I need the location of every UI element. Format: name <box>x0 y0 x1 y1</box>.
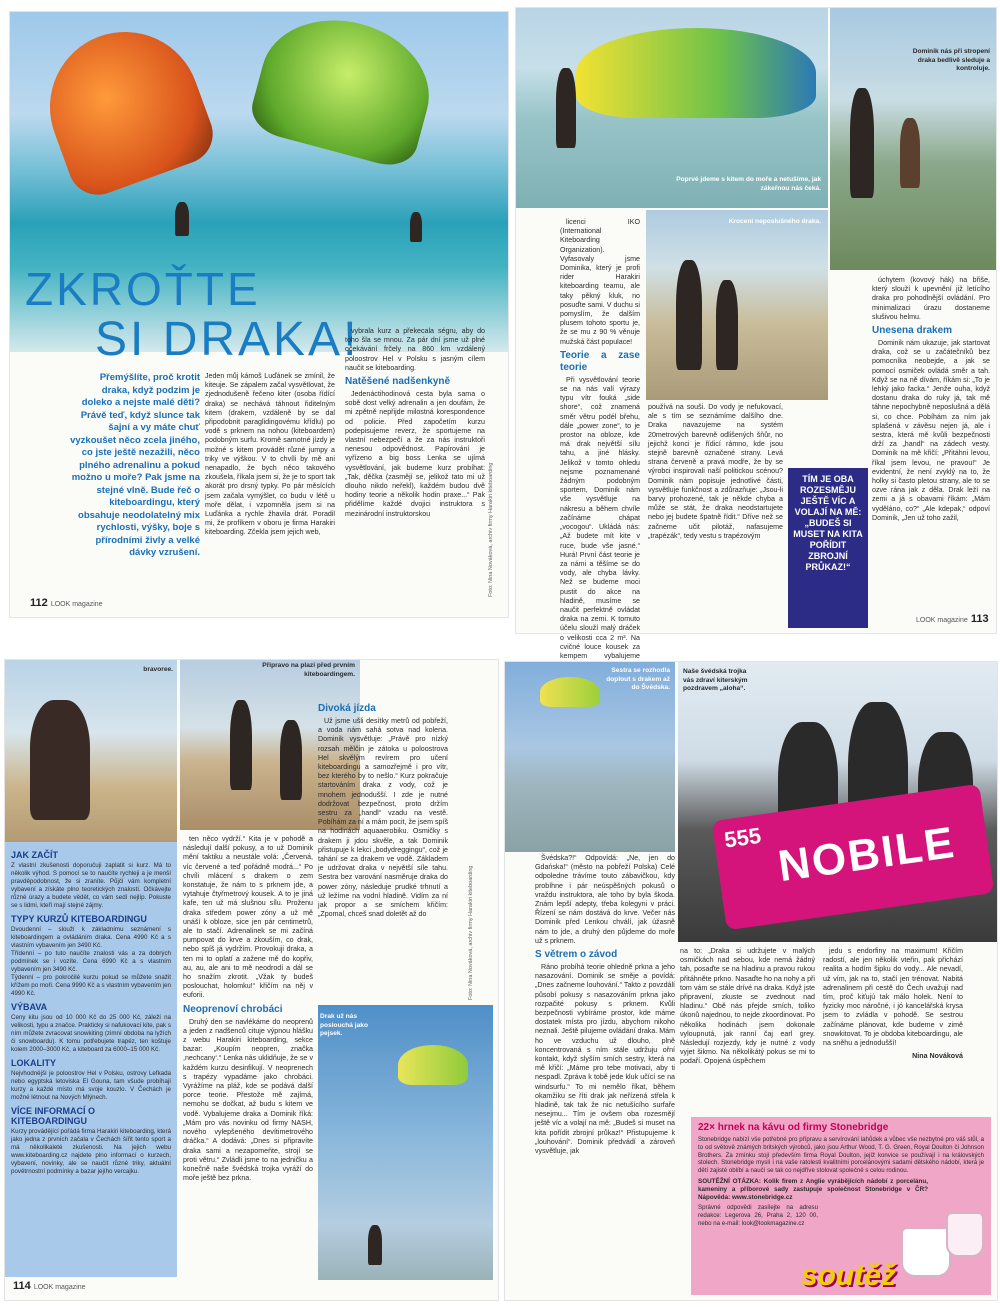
promo-box <box>691 1117 991 1295</box>
kiter-figure <box>410 212 422 242</box>
green-kite <box>540 677 600 707</box>
body-column-3 <box>560 218 640 660</box>
green-kite <box>246 2 444 172</box>
kiter-figure <box>556 68 576 148</box>
sidebar-text: Ceny kitu jsou od 10 000 Kč do 25 000 Kč, záleží na velikosti, typu a značce. Prakticky si nafukovací kite, pak s ním můžete zvracovat snowkiting (zimní obdoba na lyžích či snowboardu). K tomu potřebujete trapéz, ten koštuje kolem 2000–3000 Kč, a kiteboard za 6000–15 000 Kč. <box>11 1014 171 1053</box>
photo-dominik-pump <box>830 8 996 270</box>
photo-sea-kiter <box>505 662 675 852</box>
photo-woman-kiter <box>5 660 177 842</box>
page-112 <box>10 12 508 617</box>
body-column-D: na to: „Draka si udržujete v malých osmičkách nad sebou, kde nemá žádný tah, posaďte se na hladinu a pravou rukou přitáhněte prkno. Nasaďte ho na nohy a při tom vám se stále drívé na draka. Když jste připravení, zkuste se zvednout nad hladinu.“ Obě nás přejde smích, toliko úkonů najednou, to nejde zkoordinovat. Po několika hodinách jsem dokonale vyloupnutá, jak ranní čaj earl grey. Následují rozjezdy, kdy je nutné z vody vyjet šikmo. Na několikátý pokus se mi to podaří. Opojená úspěchem <box>680 947 815 1066</box>
kiter-figure <box>175 202 189 236</box>
photo-credit: Foto: Nina Nováková, archiv firmy Harakiri kiteboarding <box>468 865 474 1000</box>
sidebar-heading: LOKALITY <box>11 1058 56 1068</box>
kiter-figure <box>230 700 252 790</box>
sidebar-text: Nejvhodnější je poloostrov Hel v Polsku, ostrovy Lefkada nebo egyptská letoviska El Gouna, tam všude probíhají kurzy a každé místo má svoje kouzlo. V Čechách je možné létnout na Nových Mlýnech. <box>11 1070 171 1101</box>
promo-answer: Správné odpovědi zasílejte na adresu redakce: Legerova 26, Praha 2, 120 00, nebo na e-mail: look@lookmagazine.cz <box>698 1203 818 1227</box>
photo-group-board <box>678 662 997 942</box>
headline-line2: SI DRAKA! <box>95 313 360 366</box>
subheading-unesena: Unesena drakem <box>872 325 953 337</box>
orange-kite <box>29 11 221 203</box>
sidebar-heading: VÝBAVA <box>11 1002 48 1012</box>
body-paragraph: Dominik nám ukazuje, jak startovat draka, což se u začátečníků bez pomocníka neobejde, a jak se pomocí osmiček ovládá směr a tah. Když se na ně dívám, říkám si: „To je lehký jako facka.“ Jenže ouha, když dostanu draka do ruky já, tak mě táhne nepochybně neposlušná a dělá si, co chce. Pobíhám za ním jak splašená v závěsu nejen já, ale i sestra, která mě kvůli bezpečnosti drží za „handl“ na zádech vesty. Dominik na mě křičí: „Přitáhni levou, říkal jsem levou, ne pravou!“ Je evidentní, že není zvyklý na to, že holky si často pletou strany, ale to se ozve rána jak z děla. Drak leží na zemi a já s obavami říkám: „Mám vyděláno, co?“ „Ale kdepak,“ odpoví Dominik, „Jen už toho zažil, <box>872 339 990 522</box>
caption-sestra: Sestra se rozhodla doplout s drakem až do Švédska. <box>606 667 670 691</box>
caption-bravo: bravoree. <box>143 666 173 673</box>
yellow-kite <box>576 28 816 118</box>
body-paragraph: Druhý den se navlékáme do neoprenů a jeden z nadšenců cituje výpnou hlášku z webu Harakiri kiteboarding, sekce bazar: „Koupím neopren, značka ,nechcany‘.“ Lenka nás uklidňuje, že se v každém kurzu desinfikují. V neoprenech s trapézy vypadáme jako chrobáci. Vyrážíme na pláž, kde se podává další porce teorie. Přestože mě zajímá, nemohu se dočkat, až budu s kitem ve vodě. Vybalujeme draka a Dominik říká: „Mám pro vás novinku od firmy NASH, nového vylepšeného devítimetrového dráčka.“ A dodává: „Dnes si připravíte draka sami a nezapomeňte, strojí se proti větru.“ Zvládli jsme to na jedničku a konečně naše švédská trojka vyráží do moře ještě bez prkna. <box>183 1017 313 1183</box>
kiteboard <box>712 784 995 931</box>
body-column-2 <box>345 327 485 597</box>
page-number-112: 112 LOOK magazine <box>30 597 103 609</box>
headline-line1: ZKROŤTE <box>25 263 261 315</box>
page-113 <box>516 8 996 660</box>
caption-trojka: Naše švédská trojka vás zdraví kiterským pozdravem „aloha“. <box>683 668 748 692</box>
body-column-B <box>318 700 448 1000</box>
kiter-figure <box>30 700 90 820</box>
sidebar-text: Kurzy provádějící pořádá firma Harakiri kiteboarding, která jako jedna z prvních začala v Čechách šířit tento sport a má několikaleté zkušenosti. Na jejich webu www.kiteboarding.cz najdete plno informací o kurzech, vybavení, novinky, ale se naučit různé triky, aktuální povětrnostní podmínky a bazar jejího vercajku. <box>11 1128 171 1175</box>
body-paragraph: Jedenáctihodinová cesta byla sama o sobě dost velký adrenalin a jen doufám, že mi zpětně nepřijde milostná korespondence od policie. Před započetím kurzu podepisujeme reverz, že sportujeme na vlastní nebezpečí a že za nás instruktoři nenesou odpovědnost. Papírování je vyřízeno a big boss Lenka se ujímá vysvětlování, jak budeme kurz probíhat: „Tak, děčka (zasmějí se, jelikož tato mi už dlouho nikdo neřekl), každém budou dvě hodiny teorie a několik hodin praxe...“ Pak přidělíme každé dvojici instruktora s mezinárodní instruktorskou <box>345 390 485 518</box>
caption-poprve: Poprvé jdeme s kitem do moře a netušíme, jak zákeřnou nás čeká. <box>676 176 821 192</box>
board-number: 555 <box>722 822 763 853</box>
intro-paragraph: Přemýšlíte, proč krotit draka, když podzim je doleko a nejste malé děti? Právě teď, když slunce tak šajní a vy máte chuť vyzkoušet něco zcela jiného, co jste ještě nezažili, něco plného adrenalinu a pokud možno u moře? Pak jsme na stejné vlně. Bude řeč o kiteboardingu, který obsahuje neodolatelný mix rychlosti, výšky, boje s přírodními živly a velké dávky vzrušení. <box>70 372 200 558</box>
caption-krocen: Krocení neposlušného draka. <box>728 218 821 225</box>
photo-krocen <box>646 210 828 400</box>
kiter-figure <box>280 720 302 800</box>
body-column-1: Jeden můj kámoš Luďánek se zmínil, že kiteuje. Se zápalem začal vysvětlovat, že zjednodušeně řečeno kiter (osoba řídící draka) se nechává táhnout řiditelným kitem (drakem, vzdáleně by se dal připodobnit paraglidingovému křídlu) po vodě s prknem na nohou (kiteboardem) podobným surfu. Kromě samotné jízdy je možné s kitem provádět různé jumpy a triky ve výškou. V to chvíli by mě ani nenapadlo, že bych něco takového zkoušela, říkala jsem si, že je to sport tak akorát pro drsný typky. Po pár měsících jsem začala vymýšlet, co budu v létě u moře dělat, i vzpomněla jsem si na Luďánka a rychle žhavila drát. Poradil mi, že profíkem v oboru je firma Harakiri kiteboarding. Zčekla jsem jejich web, <box>205 372 335 537</box>
green-kite <box>398 1045 468 1085</box>
body-column-C <box>535 854 675 1279</box>
photo-credit: Foto: Nina Nováková, archiv firmy Harakiri kiteboarding <box>488 462 494 597</box>
page-number-114: 114 LOOK magazine <box>13 1280 86 1292</box>
body-column-5 <box>872 276 990 606</box>
kiter-figure <box>900 118 920 188</box>
body-paragraph: ten něco vydrží.“ Kita je v pohodě a následují další pokusy, a to už Dominik mění taktiku a neustále volá: „Červená, víc červené a teď pořádně modrá...“ Po chvíli mlácení s drakem o zem konstatuje, že nám to s prknem jde, a vytahuje čtyřmetrový kousek. A to je jiná kafe, ten už má slušnou sílu. Proženu draka středem power zóny a už mě unáší k obloze, sice jen pár centimetrů, ale to stačí. Adrenalinek se mi začíná pumpovat do krve a zkouším, co drak, nebo spíš já vydržím. Provokuji draka, a ten mi to oplatí a zažene mě do kopřiv, au, au, ale ani to mě neodrodí a dál se ho snažím zkrotit. „Vžak ty budeš poslouchat, holomku!“ křičím na něj v euforii. <box>183 835 313 1000</box>
pullquote: TÍM JE OBA ROZESMĚJU JEŠTĚ VÍC A VOLAJÍ NA MĚ: „BUDEŠ SI MUSET NA KITA POŘÍDIT ZBROJNÍ PRŮKAZ!“ <box>788 468 868 628</box>
body-paragraph: vybrala kurz a překecala ségru, aby do toho šla se mnou. Za pár dní jsme už plné očekávání frčely na 860 km vzdálený poloostrov Hel v Polsku s jasným cílem naučit se kiteboarding. <box>345 327 485 372</box>
body-paragraph: Ráno probíhá teorie ohledně prkna a jeho nasazování. Dominik se směje a povídá: „Dnes začneme louhování.“ Takto z povzdálí působí pokusy s nasazováním prkna jako rozpačité pokusy s prknem. Kvůli bezpečnosti vybíráme prostor, kde máme dostatek místa pro jízdu, abychom nikoho neznali. Ještě pilujeme ovládání draka. Mám ho ve vzduchu už dlouho, plně koncentrovaná s ním stále udržuju ořní kontakt, když slyším smích sestry, která na mě křičí: „Máme pro tebe motivaci, aby ti nespadl. Zpráva k tobě jede kluk učící se na windsurfu.“ To mi nemělo říkat, během okamžiku se říti drak jak neřízená střela k hladině, tak tak že nic netušícího surfaře nesejmu... Tím je ovšem oba rozesmějí ještě víc a volají na mě: „Budeš si muset na kita pořídit zbrojní průkaz!“ Přistupujeme k „louhování“. Dominik předvádí a zároveň vysvětluje, jak <box>535 963 675 1156</box>
body-column-A <box>183 835 313 1275</box>
mug-illustration <box>901 1227 951 1277</box>
page-115 <box>505 662 997 1300</box>
mug-illustration <box>946 1212 984 1257</box>
page-number-113: LOOK magazine 113 <box>916 613 989 625</box>
body-paragraph: Při vysvětlování teorie se na nás valí výrazy typu vítr fouká „side shore“, což znamená směr větru podél břehu, dále „power zone“, to je prostor na obloze, kde má drak největší sílu tahu, a jiné hlásky. Jelikož v tomto ohledu nejsme poznamenané žádným podobným sportem, Dominik nám vše vysvětluje na nákresu a během chvíle začínáme chápat „vocogou“. Ukládá nás: „Až budete mít kite v ruce, bude vše jasné.“ Hurá! První část teorie je za námi a těšíme se do vody, ale chyba lávky. Než se budeme moci pustit do akce na hladině, musíme se naučit perfektně ovládat draka na zemi. K tomuto účelu slouží malý dráček o velikosti cca 2 m². Na cvičné louce kousek za kempem vybalujeme <box>560 375 640 660</box>
board-brand: NOBILE <box>775 817 959 892</box>
kiter-figure <box>368 1225 382 1265</box>
sidebar-heading: VÍCE INFORMACÍ O KITEBOARDINGU <box>11 1106 96 1126</box>
subheading-divoka: Divoká jízda <box>318 703 376 714</box>
photo-kite-sky <box>318 1005 493 1280</box>
photo-kite-launch <box>516 8 828 208</box>
subheading-neoprenovi: Neoprenoví chrobáci <box>183 1003 283 1015</box>
sidebar-heading: JAK ZAČÍT <box>11 850 58 860</box>
sidebar-text: Dvoudenní – slouží k základnímu seznámení s kiteboardingem a ovládáním draka. Cena 4990 Kč a s vlastním vybavením jen 3490 Kč. <box>11 926 171 949</box>
body-paragraph: jedu s endorfiny na maximum! Křičím radostí, ale jen několik vteřin, pak přichází realita a hodím šipku do vody... Ale nevadí, už vím, jak na to, stačí jen trénovat. Nabitá adrenalinem při cestě do Čech uvažuji nad tím, proč kiťujú tak málo holek. Není to fyzicky moc náročné, i jó kancelářská krysa jsem to zvládla v pohodě. Se sestrou začínáme plánovat, kde budeme v zimě snowkitovat. To je obdoba kiteboardingu, ale na sněhu a jednodušší! <box>823 947 963 1048</box>
hero-photo-kites-sea <box>10 12 508 352</box>
caption-dominik: Dominik nás při stropení draka bedlivě sleduje a kontroluje. <box>912 48 990 72</box>
promo-soutez: soutěž <box>801 1259 897 1292</box>
caption-drak: Drak už nás poslouchá jako pejsek. <box>320 1013 368 1037</box>
sidebar-heading: TYPY KURZŮ KITEBOARDINGU <box>11 914 147 924</box>
promo-heading: 22× hrnek na kávu od firmy Stonebridge <box>698 1122 889 1133</box>
subheading-teorie: Teorie a zase teorie <box>560 349 640 373</box>
caption-prvni: Připravo na plazí před prvním kiteboardingem. <box>262 662 355 678</box>
subheading-svetrem: S větrem o závod <box>535 949 618 961</box>
sidebar-text: Třídenní – po tuto naučíte znalosti vás a za dobrých podmínek se i vozíte. Cena 6990 Kč a s vlastním vybavením jen 3490 Kč. <box>11 950 171 973</box>
body-paragraph: úchytem (kovový hák) na břiše, který slouží k upevnění již letícího draka pro pohodlnější ovládání. Pro minimalizaci úrazu dostaneme slušivou helmu. <box>872 276 990 321</box>
sidebar-text: Z vlastní zkušenosti doporučuji zaplatit si kurz. Má to několik výhod. S pomocí se to naučíte rychleji a je menší pravděpodobnost, že si zraníte. Půjčí vám kompletní vybavení a získáte plno teoretických znalostí. Očkávejte různé úrazy a budete vědět, co vám sedí nejlíp. Pokuste se s lidmi, kteří mají stejné zájmy. <box>11 862 171 909</box>
page-114 <box>5 660 498 1300</box>
kiter-figure <box>850 88 874 198</box>
body-paragraph: Švédska?!“ Odpovídá: „Ne, jen do Gdańska!“ (město na pobřeží Polska) Celé odpoledne trávíme touto zábavičkou, kdy probíhne i pár neúspěšných pokusů o vraždu instruktora, ale toho by byla škoda. Znám lepší adepty, třeba kolegyni v práci. Řízení se nám dostává do krve. Večer nás Dominik před Lenkou chválí, jak úžasně nám to jde, a druhý den půjdeme do moře už s prknem. <box>535 854 675 945</box>
body-column-4: používá na souši. Do vody je nefukovací, ale s tím se seznámíme dalšího dne. Draka navazujeme na systém 20metrových barevně odlišených šňůr, no jejichž konci je řídicí rámno, kde jsou stejně barevně označené strany. Levá strana červeně a pravá modře, že by se výrobci inspirovali naší politickou scénou? Dominik nám popisuje jednotlivé části, vysvětluje funkčnost a zdůrazňuje: „Jsou-li barvy prohozené, tak je někde chyba a může se stát, že draka neodstartujete nebo jej budete špatně řídit.“ Dříve než se začneme učit pilotáž, nafasujeme „trapézák“, tedy vestu s trapézovým <box>648 403 783 540</box>
subheading-natesene: Natěšené nadšenkyně <box>345 376 451 388</box>
sidebar-text: Týdenní – pro pokročilé kurzu pokud se můžete snažit křížem po moři. Cena 9990 Kč a s vlastním vybavením jen 4990 Kč. <box>11 974 171 997</box>
promo-question: SOUTĚŽNÍ OTÁZKA: Kolik firem z Anglie vyrábějících nádobí z porcelánu, kameniny a příborové sady zastupuje společnost Stonebridge v ČR? Nápověda: www.stonebridge.cz <box>698 1177 928 1201</box>
info-sidebar <box>5 842 177 1277</box>
kiter-figure <box>676 260 702 370</box>
body-paragraph: Už jsme ušli desítky metrů od pobřeží, a voda nám sahá sotva nad kolena. Dominik vysvětluje: „Právě pro nízký rozsah mělčin je zátoka u poloostrova Hel skvělým revírem pro učení kiteboardingu a samozřejmě i pro vítr, bez kterého by to nešlo.“ Kurz pokračuje startováním draka z vody, což je mnohem jednodušší. I zde je nutné dodržovat bezpečnost, proto držím sestru za „handl“ vzadu na vestě. Pobíhám za ní a mám pocit, že jsem spíš na hodinách aquaaerobiku. Osmičky s drakem ji jdou skvěle, a tak Dominik přistupuje k lekci „bodydreggingu“, což je tahání se za drakem ve vodě. Základem je udržovat draka v největší síle tahu. Sestra bez varování nasměruje draka do power zóny, následuje prudké trhnutí a už ležíme na vodní hladině. Vidím za ní jak propor a se smíchem křičím: „Zpomal, chceš snad doletět až do <box>318 717 448 919</box>
promo-body: Stonebridge nabízí vše potřebné pro přípravu a servírování lahůdek a vůbec vše nezbytné pro váš stůl, a to od světově známých britských výrobců, jako jsou Arthur Wood, T. G. Green, Royal Doulton či Johnson Brothers. Za zmínku stojí především firma Royal Doulton, jejíž konvice se používají i na královských stolech. Stonebridge myslí i na vaše ratolesti kvalitními porcelánovými sadami dětského nádobí, která je dětí zajisté oblíbí a naučí se tak co nejdříve stolovat společně s celou rodinou. <box>698 1136 984 1175</box>
kiter-figure <box>716 280 738 370</box>
body-paragraph: licenci IKO (International Kiteboarding Organization). Vyfasovaly jsme Dominika, který je profi rider Harakiri kiteboarding teamu, ale taky pěkný kluk, no posuďte sami. V duchu si pomyslím, že dalším plusem tohoto sportu je, že se mu z 90 % věnuje mužská část populace! <box>560 218 640 346</box>
author: Nina Nováková <box>912 1052 963 1061</box>
